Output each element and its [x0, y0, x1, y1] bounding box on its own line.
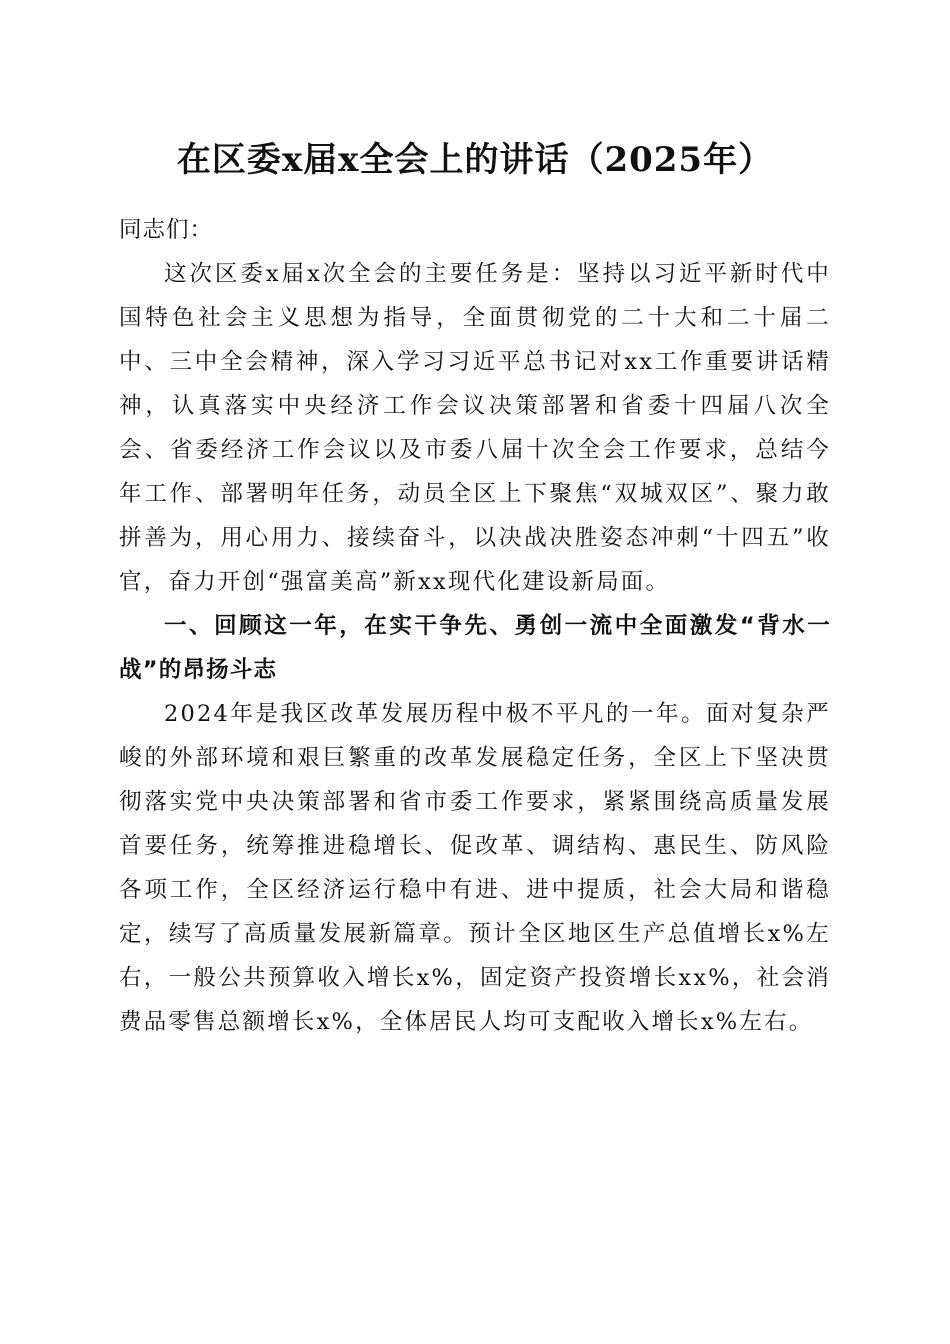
paragraph-review: 2024年是我区改革发展历程中极不平凡的一年。面对复杂严峻的外部环境和艰巨繁重的改革发展稳定任务，全区上下坚决贯彻落实党中央决策部署和省市委工作要求，紧紧围绕高质量发展首要任务，统筹推进稳增长、促改革、调结构、惠民生、防风险各项工作，全区经济运行稳中有进、进中提质，社会大局和谐稳定，续写了高质量发展新篇章。预计全区地区生产总值增长x%左右，一般公共预算收入增长x%，固定资产投资增长xx%，社会消费品零售总额增长x%，全体居民人均可支配收入增长x%左右。 [119, 701, 831, 1035]
salutation: 同志们： [119, 217, 214, 243]
paragraph-intro: 这次区委x届x次全会的主要任务是：坚持以习近平新时代中国特色社会主义思想为指导，全面贯彻党的二十大和二十届二中、三中全会精神，深入学习习近平总书记对xx工作重要讲话精神，认真落实中央经济工作会议决策部署和省委十四届八次全会、省委经济工作会议以及市委八届十次全会工作要求，总结今年工作、部署明年任务，动员全区上下聚焦“双城双区”、聚力敢拼善为，用心用力、接续奋斗，以决战决胜姿态冲刺“十四五”收官，奋力开创“强富美高”新xx现代化建设新局面。 [119, 261, 831, 595]
document-body [119, 208, 831, 1044]
section-heading-1: 一、回顾这一年，在实干争先、勇创一流中全面激发“背水一战”的昂扬斗志 [119, 613, 831, 683]
document-title: 在区委x届x全会上的讲话（2025年） [176, 140, 774, 180]
